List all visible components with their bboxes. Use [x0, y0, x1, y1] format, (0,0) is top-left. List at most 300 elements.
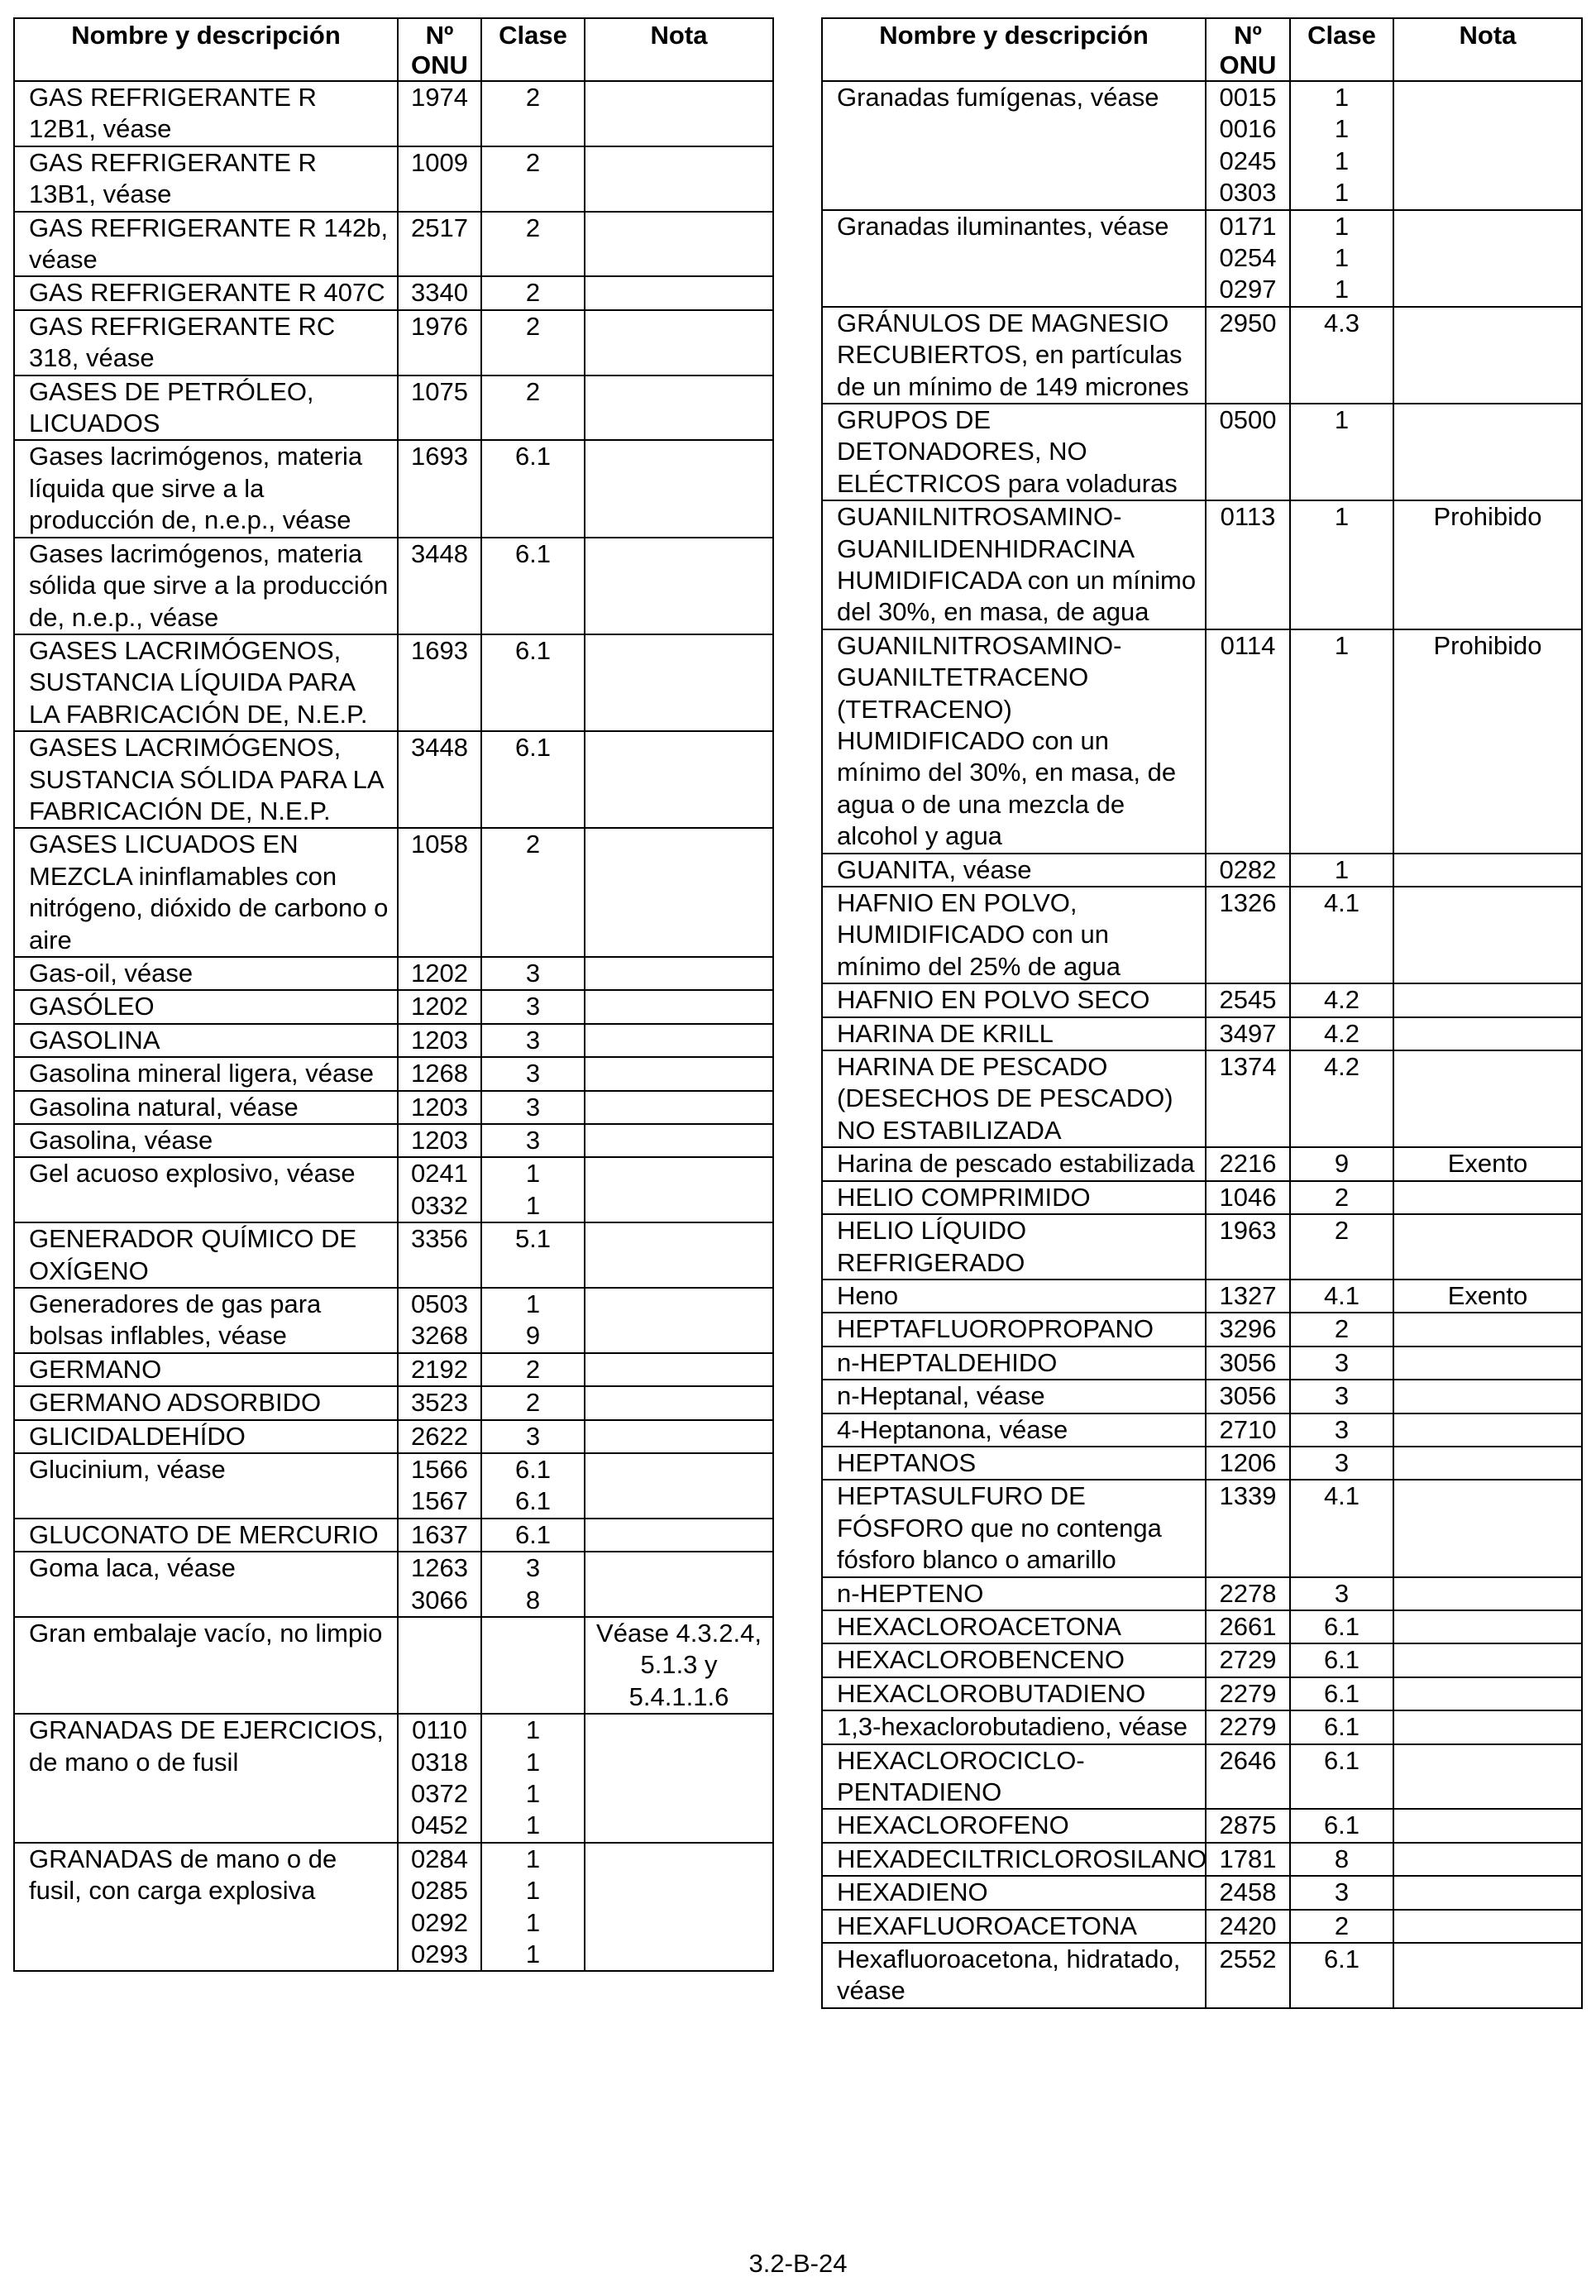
class-cell	[481, 1157, 585, 1222]
class-cell	[481, 212, 585, 277]
table-row	[822, 629, 1582, 854]
table-row	[14, 1843, 773, 1972]
table-header-row	[14, 18, 773, 81]
onu-number: 1075	[411, 376, 468, 406]
header-name-description: Nombre y descripción	[14, 18, 398, 81]
substance-name: GUANILNITROSAMINO-GUANILIDENHIDRACINA HUMIDIFICADA con un mínimo del 30%, en masa, de agua	[822, 500, 1206, 629]
hazard-class: 1	[525, 1289, 541, 1318]
class-cell	[1290, 854, 1393, 887]
note-cell	[1393, 1577, 1582, 1610]
table-row	[822, 854, 1582, 887]
table-row	[822, 1643, 1582, 1677]
onu-number-cell	[1206, 1447, 1290, 1480]
class-cell	[481, 1222, 585, 1288]
onu-number: 1202	[411, 992, 468, 1021]
onu-number: 2279	[1219, 1712, 1277, 1742]
onu-number: 0113	[1220, 502, 1276, 532]
note-cell	[1393, 1017, 1582, 1050]
hazard-class: 1	[1334, 275, 1350, 304]
substance-name: Granadas iluminantes, véase	[822, 210, 1206, 307]
class-cell	[1290, 1876, 1393, 1909]
onu-number-cell	[398, 1519, 481, 1552]
substance-name: GLICIDALDEHÍDO	[14, 1420, 398, 1453]
hazard-class: 3	[525, 1126, 541, 1155]
substance-name: HAFNIO EN POLVO, HUMIDIFICADO con un mínimo del 25% de agua	[822, 887, 1206, 983]
class-cell	[1290, 1447, 1393, 1480]
note-cell	[585, 1552, 773, 1617]
onu-number-cell	[398, 990, 481, 1023]
onu-number: 2545	[1219, 985, 1277, 1015]
note-cell	[585, 1091, 773, 1124]
substance-name: GASES LACRIMÓGENOS, SUSTANCIA SÓLIDA PARA LA FABRICACIÓN DE, N.E.P.	[14, 731, 398, 828]
hazard-class: 1	[525, 1876, 541, 1906]
note-cell	[1393, 1214, 1582, 1280]
class-cell	[1290, 1577, 1393, 1610]
onu-number: 0245	[1219, 146, 1277, 175]
hazard-class: 3	[1334, 1578, 1350, 1608]
onu-number-cell	[398, 1453, 481, 1519]
substance-name: GASES DE PETRÓLEO, LICUADOS	[14, 375, 398, 441]
substance-name: Hexafluoroacetona, hidratado, véase	[822, 1943, 1206, 2008]
hazard-class: 2	[525, 83, 541, 112]
page-number: 3.2-B-24	[748, 2249, 848, 2278]
substance-name: HEXACLOROFENO	[822, 1809, 1206, 1842]
onu-number: 3523	[411, 1388, 468, 1418]
onu-number-cell	[1206, 1677, 1290, 1710]
class-cell	[481, 1288, 585, 1353]
note-cell	[1393, 854, 1582, 887]
note-cell	[1393, 1943, 1582, 2008]
onu-number: 3268	[411, 1321, 468, 1351]
onu-number: 3497	[1219, 1018, 1277, 1048]
onu-number-cell	[398, 538, 481, 634]
class-cell	[1290, 983, 1393, 1016]
substance-name: Gran embalaje vacío, no limpio	[14, 1617, 398, 1714]
hazard-class: 3	[1334, 1381, 1350, 1411]
onu-number-cell	[1206, 1710, 1290, 1744]
onu-number-cell	[398, 81, 481, 146]
onu-number: 0171	[1219, 211, 1277, 241]
substance-name: GRANADAS de mano o de fusil, con carga explosiva	[14, 1843, 398, 1972]
substance-name: Heno	[822, 1280, 1206, 1313]
substance-name: Granadas fumígenas, véase	[822, 81, 1206, 210]
note-cell	[1393, 983, 1582, 1016]
onu-number-cell	[1206, 1843, 1290, 1876]
table-row	[822, 1480, 1582, 1576]
header-onu-number: Nº ONU	[1206, 18, 1290, 81]
substance-name: GASES LACRIMÓGENOS, SUSTANCIA LÍQUIDA PARA LA FABRICACIÓN DE, N.E.P.	[14, 634, 398, 731]
onu-number-cell	[1206, 307, 1290, 404]
note-cell	[585, 1519, 773, 1552]
hazard-class: 3	[1334, 1447, 1350, 1477]
substance-name: n-HEPTENO	[822, 1577, 1206, 1610]
onu-number-cell	[1206, 1744, 1290, 1810]
substance-name: GAS REFRIGERANTE R 142b, véase	[14, 212, 398, 277]
onu-number-cell	[398, 1157, 481, 1222]
class-cell	[481, 1552, 585, 1617]
substance-name: GAS REFRIGERANTE R 13B1, véase	[14, 146, 398, 212]
table-row	[14, 81, 773, 146]
table-body-left	[14, 81, 773, 1971]
onu-number-cell	[1206, 1380, 1290, 1413]
onu-number-cell	[398, 1353, 481, 1386]
table-row	[14, 146, 773, 212]
onu-number: 2950	[1219, 308, 1277, 337]
note-cell	[585, 828, 773, 957]
onu-number: 1326	[1219, 888, 1277, 918]
substance-name: GLUCONATO DE MERCURIO	[14, 1519, 398, 1552]
hazard-class: 1	[1334, 178, 1350, 208]
class-cell	[481, 634, 585, 731]
table-row	[822, 1413, 1582, 1447]
onu-number-cell	[1206, 1910, 1290, 1943]
onu-number: 0110	[412, 1715, 467, 1745]
substance-name: HARINA DE PESCADO (DESECHOS DE PESCADO) NO ESTABILIZADA	[822, 1050, 1206, 1147]
onu-number: 1963	[1219, 1216, 1277, 1246]
onu-number-cell	[398, 957, 481, 990]
class-cell	[1290, 404, 1393, 500]
onu-number: 3340	[411, 278, 468, 308]
hazard-class: 1	[1334, 83, 1350, 112]
onu-number-cell	[1206, 854, 1290, 887]
hazard-class: 6.1	[1323, 1745, 1360, 1775]
table-body-right	[822, 81, 1582, 2008]
onu-number-cell	[398, 1124, 481, 1157]
substance-name: GUANILNITROSAMINO-GUANILTETRACENO (TETRACENO) HUMIDIFICADO con un mínimo del 30%, en masa, de agua o de una mezcla de alcohol y agua	[822, 629, 1206, 854]
hazard-class: 1	[1334, 502, 1350, 532]
table-row	[14, 1024, 773, 1057]
substance-name: HARINA DE KRILL	[822, 1017, 1206, 1050]
table-row	[14, 212, 773, 277]
class-cell	[481, 1091, 585, 1124]
table-row	[822, 1347, 1582, 1380]
onu-number-cell	[398, 1552, 481, 1617]
onu-number: 2279	[1219, 1678, 1277, 1708]
onu-number: 2552	[1219, 1944, 1277, 1974]
onu-number: 0503	[411, 1289, 468, 1318]
note-cell	[585, 1288, 773, 1353]
header-note: Nota	[1393, 18, 1582, 81]
onu-number: 0297	[1219, 275, 1277, 304]
onu-number: 0285	[411, 1876, 468, 1906]
note-cell	[585, 957, 773, 990]
class-cell	[481, 1453, 585, 1519]
class-cell	[481, 310, 585, 375]
class-cell	[481, 1024, 585, 1057]
class-cell	[1290, 1943, 1393, 2008]
table-row	[822, 404, 1582, 500]
hazard-class: 3	[525, 958, 541, 988]
onu-number: 1339	[1219, 1481, 1277, 1511]
note-cell	[1393, 1843, 1582, 1876]
note-cell	[585, 146, 773, 212]
class-cell	[1290, 307, 1393, 404]
substance-name: Generadores de gas para bolsas inflables, véase	[14, 1288, 398, 1353]
note-cell	[1393, 1313, 1582, 1346]
onu-number-cell	[398, 1617, 481, 1714]
hazard-class: 5.1	[514, 1224, 552, 1254]
hazard-class: 1	[525, 1747, 541, 1777]
onu-number: 1566	[411, 1455, 468, 1485]
note-cell	[585, 1420, 773, 1453]
hazard-class: 1	[525, 1715, 541, 1745]
onu-number-cell	[398, 146, 481, 212]
class-cell	[1290, 1843, 1393, 1876]
onu-number-cell	[398, 828, 481, 957]
onu-number-cell	[1206, 1610, 1290, 1643]
table-row	[822, 1677, 1582, 1710]
onu-number-cell	[398, 1024, 481, 1057]
table-row	[14, 1353, 773, 1386]
onu-number-cell	[1206, 500, 1290, 629]
onu-number: 0016	[1219, 114, 1277, 144]
class-cell	[481, 440, 585, 537]
onu-number-cell	[1206, 404, 1290, 500]
substance-name: GASES LICUADOS EN MEZCLA ininflamables con nitrógeno, dióxido de carbono o aire	[14, 828, 398, 957]
hazard-class: 1	[1334, 114, 1350, 144]
hazard-class: 4.1	[1323, 1481, 1360, 1511]
onu-number-cell	[398, 1091, 481, 1124]
onu-number: 1693	[411, 442, 468, 471]
hazard-class: 1	[1334, 404, 1350, 434]
substance-name: n-Heptanal, véase	[822, 1380, 1206, 1413]
hazard-class: 8	[525, 1585, 541, 1614]
substance-name: HAFNIO EN POLVO SECO	[822, 983, 1206, 1016]
substance-name: GERMANO ADSORBIDO	[14, 1386, 398, 1419]
substance-name: Glucinium, véase	[14, 1453, 398, 1519]
onu-number-cell	[1206, 1943, 1290, 2008]
note-cell	[1393, 1710, 1582, 1744]
table-row	[14, 276, 773, 309]
hazard-class: 1	[525, 1907, 541, 1937]
onu-number: 2710	[1219, 1414, 1277, 1444]
onu-number: 1567	[411, 1486, 468, 1516]
note-cell	[1393, 1447, 1582, 1480]
onu-number: 2646	[1219, 1745, 1277, 1775]
onu-number: 3356	[411, 1224, 468, 1254]
substance-name: GENERADOR QUÍMICO DE OXÍGENO	[14, 1222, 398, 1288]
note-cell: Exento	[1393, 1147, 1582, 1180]
onu-number: 1046	[1219, 1182, 1277, 1212]
table-header-row	[822, 18, 1582, 81]
class-cell	[1290, 1347, 1393, 1380]
table-row	[822, 1809, 1582, 1842]
class-cell	[1290, 1214, 1393, 1280]
onu-number: 2420	[1219, 1911, 1277, 1940]
dangerous-goods-table-right	[821, 17, 1583, 2009]
table-row	[14, 310, 773, 375]
hazard-class: 2	[1334, 1216, 1350, 1246]
table-row	[822, 210, 1582, 307]
class-cell	[481, 81, 585, 146]
table-row	[822, 1577, 1582, 1610]
onu-number: 0318	[411, 1747, 468, 1777]
table-row	[14, 440, 773, 537]
class-cell	[481, 1714, 585, 1843]
onu-number: 0114	[1220, 630, 1276, 660]
hazard-class: 1	[525, 1779, 541, 1808]
substance-name: GRUPOS DE DETONADORES, NO ELÉCTRICOS para voladuras	[822, 404, 1206, 500]
hazard-class: 6.1	[514, 1455, 552, 1485]
onu-number-cell	[1206, 1280, 1290, 1313]
onu-number: 3056	[1219, 1347, 1277, 1377]
table-row	[822, 1181, 1582, 1214]
class-cell	[481, 1420, 585, 1453]
class-cell	[1290, 1710, 1393, 1744]
onu-number: 1263	[411, 1553, 468, 1583]
substance-name: GAS REFRIGERANTE RC 318, véase	[14, 310, 398, 375]
table-row	[14, 1386, 773, 1419]
hazard-class: 1	[525, 1844, 541, 1873]
class-cell	[481, 828, 585, 957]
class-cell	[1290, 1017, 1393, 1050]
table-row	[822, 1214, 1582, 1280]
note-cell	[1393, 307, 1582, 404]
substance-name: HEXACLOROCICLO-PENTADIENO	[822, 1744, 1206, 1810]
onu-number-cell	[398, 1386, 481, 1419]
class-cell	[481, 731, 585, 828]
note-cell	[585, 1222, 773, 1288]
substance-name: HEXACLOROBENCENO	[822, 1643, 1206, 1677]
table-row	[822, 1313, 1582, 1346]
onu-number: 1637	[411, 1519, 468, 1549]
table-row	[14, 957, 773, 990]
table-row	[822, 1943, 1582, 2008]
hazard-class: 3	[1334, 1877, 1350, 1907]
onu-number: 2458	[1219, 1877, 1277, 1907]
onu-number: 2216	[1219, 1149, 1277, 1179]
substance-name: GRÁNULOS DE MAGNESIO RECUBIERTOS, en partículas de un mínimo de 149 micrones	[822, 307, 1206, 404]
class-cell	[481, 1386, 585, 1419]
table-row	[14, 1091, 773, 1124]
onu-number: 1974	[411, 83, 468, 112]
note-cell: Véase 4.3.2.4, 5.1.3 y 5.4.1.1.6	[585, 1617, 773, 1714]
hazard-class: 2	[525, 311, 541, 341]
substance-name: HEPTASULFURO DE FÓSFORO que no contenga fósforo blanco o amarillo	[822, 1480, 1206, 1576]
onu-number: 2729	[1219, 1645, 1277, 1675]
class-cell	[1290, 1313, 1393, 1346]
hazard-class: 1	[1334, 211, 1350, 241]
class-cell	[481, 276, 585, 309]
onu-number-cell	[1206, 1347, 1290, 1380]
onu-number-cell	[1206, 1181, 1290, 1214]
note-cell	[1393, 1744, 1582, 1810]
hazard-class: 2	[525, 213, 541, 242]
table-row	[14, 1157, 773, 1222]
onu-number: 1781	[1219, 1844, 1277, 1873]
class-cell	[1290, 1147, 1393, 1180]
table-row	[822, 887, 1582, 983]
class-cell	[1290, 210, 1393, 307]
onu-number: 1009	[411, 147, 468, 177]
note-cell: Prohibido	[1393, 629, 1582, 854]
substance-name: Gas-oil, véase	[14, 957, 398, 990]
onu-number-cell	[1206, 1214, 1290, 1280]
onu-number-cell	[398, 212, 481, 277]
note-cell	[585, 81, 773, 146]
note-cell	[585, 1353, 773, 1386]
onu-number: 2192	[411, 1354, 468, 1384]
onu-number: 1203	[411, 1126, 468, 1155]
note-cell	[1393, 1677, 1582, 1710]
substance-name: GERMANO	[14, 1353, 398, 1386]
onu-number: 0015	[1219, 83, 1277, 112]
note-cell	[1393, 1910, 1582, 1943]
hazard-class: 2	[525, 1354, 541, 1384]
hazard-class: 3	[525, 1025, 541, 1055]
substance-name: GASOLINA	[14, 1024, 398, 1057]
onu-number: 2517	[411, 213, 468, 242]
class-cell	[1290, 500, 1393, 629]
onu-number: 0284	[411, 1844, 468, 1873]
note-cell	[585, 440, 773, 537]
onu-number-cell	[398, 1420, 481, 1453]
note-cell	[585, 212, 773, 277]
hazard-class: 6.1	[1323, 1611, 1360, 1641]
note-cell: Exento	[1393, 1280, 1582, 1313]
header-class: Clase	[481, 18, 585, 81]
note-cell	[585, 634, 773, 731]
onu-number-cell	[398, 310, 481, 375]
substance-name: GAS REFRIGERANTE R 12B1, véase	[14, 81, 398, 146]
onu-number-cell	[1206, 1313, 1290, 1346]
note-cell	[1393, 1347, 1582, 1380]
hazard-class: 1	[525, 1810, 541, 1840]
substance-name: HELIO LÍQUIDO REFRIGERADO	[822, 1214, 1206, 1280]
note-cell	[1393, 1643, 1582, 1677]
substance-name: HEXADECILTRICLOROSILANO	[822, 1843, 1206, 1876]
onu-number: 0282	[1219, 854, 1277, 884]
note-cell	[585, 1157, 773, 1222]
note-cell	[1393, 1876, 1582, 1909]
table-row	[822, 1610, 1582, 1643]
table-row	[14, 1617, 773, 1714]
onu-number-cell	[398, 276, 481, 309]
hazard-class: 3	[1334, 1347, 1350, 1377]
substance-name: HEPTANOS	[822, 1447, 1206, 1480]
hazard-class: 6.1	[1323, 1678, 1360, 1708]
onu-number-cell	[1206, 1876, 1290, 1909]
table-row	[14, 1288, 773, 1353]
onu-number: 1327	[1219, 1280, 1277, 1310]
onu-number: 0241	[411, 1159, 468, 1189]
class-cell	[481, 990, 585, 1023]
onu-number: 1203	[411, 1092, 468, 1122]
note-cell	[1393, 1480, 1582, 1576]
table-row	[822, 307, 1582, 404]
onu-number-cell	[398, 1222, 481, 1288]
table-row	[822, 500, 1582, 629]
note-cell	[585, 1714, 773, 1843]
note-cell	[585, 990, 773, 1023]
note-cell	[585, 1057, 773, 1090]
onu-number: 0332	[411, 1190, 468, 1220]
onu-number: 3448	[411, 733, 468, 763]
note-cell	[1393, 1050, 1582, 1147]
onu-number-cell	[398, 1288, 481, 1353]
class-cell	[1290, 1380, 1393, 1413]
hazard-class: 3	[525, 1059, 541, 1088]
table-row	[14, 1453, 773, 1519]
onu-number-cell	[1206, 1413, 1290, 1447]
substance-name: GASÓLEO	[14, 990, 398, 1023]
note-cell: Prohibido	[1393, 500, 1582, 629]
substance-name: Goma laca, véase	[14, 1552, 398, 1617]
table-row	[14, 538, 773, 634]
onu-number-cell	[1206, 1147, 1290, 1180]
substance-name: GRANADAS DE EJERCICIOS, de mano o de fusil	[14, 1714, 398, 1843]
hazard-class: 3	[1334, 1414, 1350, 1444]
